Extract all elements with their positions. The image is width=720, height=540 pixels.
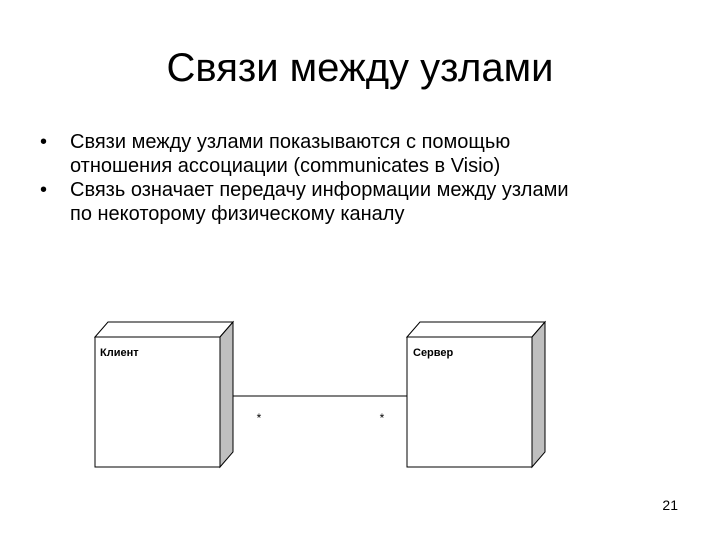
client-node-label: Клиент (100, 347, 139, 359)
left-multiplicity: * (256, 411, 262, 425)
bullet-text: Связь означает передачу информации между узлами по некоторому физическому каналу (70, 179, 569, 225)
server-node (407, 322, 545, 467)
slide-title: Связи между узлами (166, 46, 554, 90)
right-multiplicity: * (379, 411, 385, 425)
bullet-icon: • (40, 179, 48, 201)
page-number: 21 (662, 497, 678, 513)
client-node (95, 322, 233, 467)
bullet-icon: • (40, 131, 48, 153)
bullet-text: Связи между узлами показываются с помощью отношения ассоциации (communicates в Visio) (70, 131, 511, 177)
server-node-label: Сервер (413, 347, 454, 359)
